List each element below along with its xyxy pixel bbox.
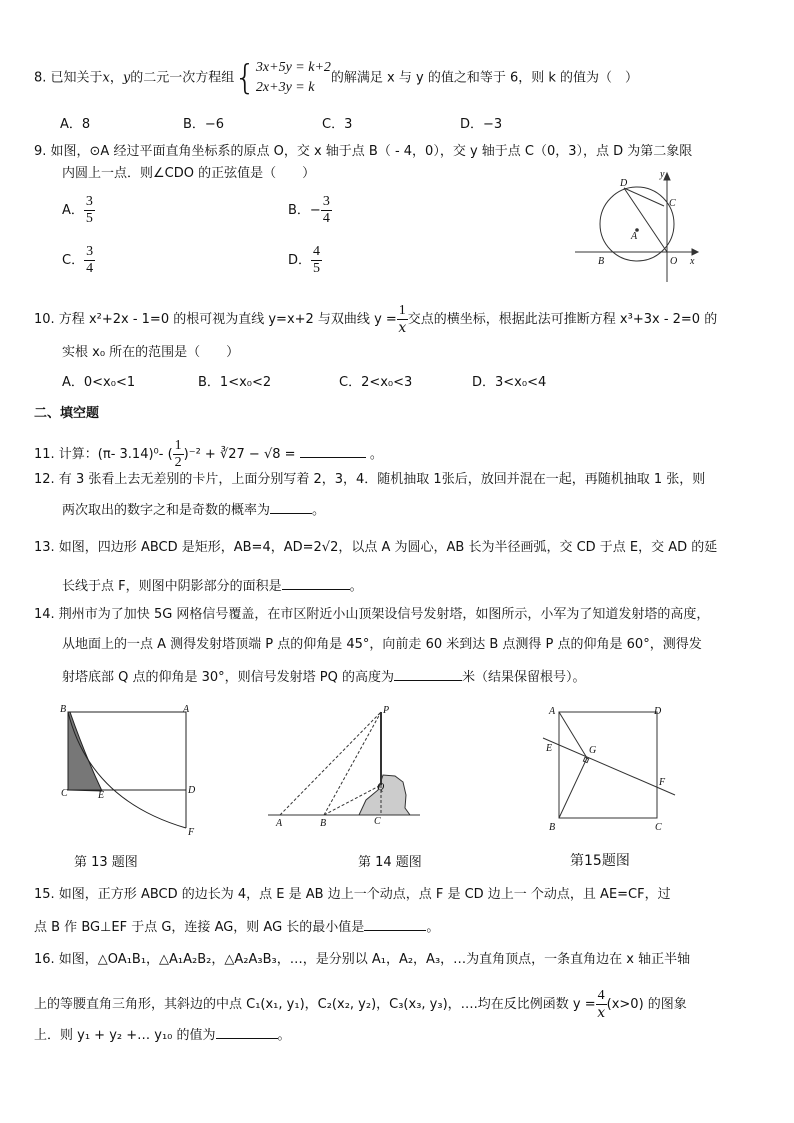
denominator: x: [398, 320, 407, 336]
figure-14: [268, 712, 420, 815]
q10-text-b: 交点的横坐标，根据此法可推断方程 x³+3x - 2=0 的: [407, 312, 718, 327]
f14-label-q: Q: [377, 782, 385, 793]
f13-label-d: D: [188, 785, 196, 796]
segment-bg: [559, 758, 587, 818]
q16-line1: 16. 如图，△OA₁B₁，△A₁A₂B₂，△A₂A₃B₃，…，是分别以 A₁，A₂，A₃，…为直角顶点，一条直角边在 x 轴正半轴: [34, 952, 691, 967]
q16-text-a: 上的等腰直角三角形，其斜边的中点 C₁(x₁, y₁)，C₂(x₂, y₂)，C₃(x₃, y₃)，….均在反比例函数 y =: [34, 997, 596, 1012]
q8-prefix: 8. 已知关于: [34, 70, 103, 86]
q14-line1: 14. 荆州市为了加快 5G 网格信号覆盖，在市区附近小山顶架设信号发射塔，如图所示，小军为了知道发射塔的高度，: [34, 607, 710, 622]
answer-blank[interactable]: [300, 443, 366, 458]
q8-var-x: x: [102, 70, 110, 86]
f14-label-c: C: [374, 816, 381, 827]
denominator: 2: [174, 455, 182, 470]
f13-label-a: A: [183, 704, 190, 715]
f13-label-b: B: [60, 704, 67, 715]
q11-text-a: 11. 计算：(π- 3.14)⁰- (: [34, 447, 173, 462]
label-o: O: [670, 256, 678, 267]
q14-text: 射塔底部 Q 点的仰角是 30°，则信号发射塔 PQ 的高度为: [62, 670, 395, 685]
answer-blank[interactable]: [364, 916, 426, 931]
q14-line2: 从地面上的一点 A 测得发射塔顶端 P 点的仰角是 45°，向前走 60 米到达 B 点测得 P 点的仰角是 60°，测得发: [62, 637, 702, 652]
q13-end: 。: [349, 579, 363, 594]
q16-text: 上．则 y₁ + y₂ +… y₁₀ 的值为: [34, 1028, 216, 1043]
equation-1: 3x+5y = k+2: [255, 60, 331, 75]
f15-label-d: D: [654, 706, 662, 717]
numerator: 4: [313, 244, 321, 259]
numerator: 3: [86, 244, 94, 259]
label-b: B: [598, 256, 605, 267]
brace-icon: {: [234, 58, 256, 98]
caption-13: 第 13 题图: [74, 855, 138, 870]
numerator: 1: [174, 438, 182, 453]
q15-line2: [34, 916, 439, 937]
q14-end: 米（结果保留根号）。: [462, 670, 586, 685]
f15-label-f: F: [659, 777, 666, 788]
section-heading: 二、填空题: [34, 406, 100, 421]
q16-line3: [34, 1024, 291, 1045]
answer-blank[interactable]: [270, 499, 312, 514]
label-a: A: [631, 231, 638, 242]
q10-text-a: 10. 方程 x²+2x - 1=0 的根可视为直线 y=x+2 与双曲线 y =: [34, 312, 397, 327]
fraction: [397, 303, 408, 336]
answer-blank[interactable]: [282, 575, 350, 590]
numerator: 1: [398, 303, 406, 318]
label-y: y: [660, 169, 665, 180]
q12-line2: [62, 499, 325, 520]
f13-label-e: E: [98, 790, 105, 801]
figure-13: [68, 712, 186, 828]
answer-blank[interactable]: [216, 1024, 278, 1039]
denominator: 4: [322, 211, 330, 226]
f13-label-c: C: [61, 788, 68, 799]
fraction: [173, 438, 184, 471]
q10-line1: [34, 303, 717, 336]
caption-14: 第 14 题图: [358, 855, 422, 870]
option-label: B．: [288, 203, 310, 218]
question-11: [34, 438, 383, 471]
numerator: 3: [322, 194, 330, 209]
answer-blank[interactable]: [394, 666, 462, 681]
option-label: D．: [288, 253, 312, 268]
label-c: C: [669, 198, 676, 209]
denominator: 5: [85, 211, 93, 226]
f15-label-c: C: [655, 822, 662, 833]
q15-line1: 15. 如图，正方形 ABCD 的边长为 4，点 E 是 AB 边上一个动点，点 F 是 CD 边上一 个动点，且 AE=CF，过: [34, 887, 671, 902]
q13-line2: [62, 575, 363, 596]
numerator: 3: [85, 194, 93, 209]
option-label: C．: [62, 253, 85, 268]
square-abcd: [559, 712, 657, 818]
q10-option-b: B．1<x₀<2: [198, 375, 272, 390]
q9-line2: 内圆上一点．则∠CDO 的正弦值是（ ）: [62, 166, 316, 181]
q14-line3: [62, 666, 586, 687]
f14-label-a: A: [276, 818, 283, 829]
q11-text-b: )⁻² + ∛27 − √8 =: [183, 447, 296, 462]
shaded-region: [68, 712, 102, 791]
sign: −: [309, 203, 321, 218]
figure-15: [543, 712, 675, 818]
q8-option-d: D．−3: [460, 117, 503, 132]
q10-line2: 实根 x₀ 所在的范围是（ ）: [62, 345, 240, 360]
q8-option-b: B．−6: [183, 117, 225, 132]
q10-option-a: A．0<x₀<1: [62, 375, 136, 390]
numerator: 4: [597, 988, 605, 1003]
q8-mid: 的二元一次方程组: [130, 70, 235, 86]
denominator: 4: [86, 261, 94, 276]
q12-line1: 12. 有 3 张看上去无差别的卡片，上面分别写着 2，3，4．随机抽取 1张后，放回并混在一起，再随机抽取 1 张，则: [34, 472, 706, 487]
q9-line1: 9. 如图，⊙A 经过平面直角坐标系的原点 O，交 x 轴于点 B（ - 4，0），交 y 轴于点 C（0，3），点 D 为第二象限: [34, 144, 693, 159]
f13-label-f: F: [188, 827, 195, 838]
option-label: A．: [62, 203, 84, 218]
q10-option-d: D．3<x₀<4: [472, 375, 547, 390]
q11-end: 。: [369, 447, 383, 462]
f15-label-g: G: [589, 745, 597, 756]
y-axis-arrow-icon: [664, 173, 670, 180]
q8-suffix: 的解满足 x 与 y 的值之和等于 6，则 k 的值为（ ）: [330, 70, 639, 86]
q12-text: 两次取出的数字之和是奇数的概率为: [62, 503, 271, 518]
denominator: 5: [313, 261, 321, 276]
circle-a: [600, 187, 674, 261]
q8-option-c: C．3: [322, 117, 353, 132]
f15-label-e: E: [546, 743, 553, 754]
equation-2: 2x+3y = k: [255, 80, 315, 95]
q13-line1: 13. 如图，四边形 ABCD 是矩形，AB=4，AD=2√2，以点 A 为圆心，AB 长为半径画弧，交 CD 于点 E，交 AD 的延: [34, 540, 718, 555]
fraction: [596, 988, 607, 1021]
f14-label-p: P: [383, 705, 390, 716]
q16-text-b: (x>0) 的图象: [606, 997, 687, 1012]
denominator: x: [597, 1005, 606, 1021]
q10-option-c: C．2<x₀<3: [339, 375, 413, 390]
caption-15: 第15题图: [570, 853, 630, 869]
f15-label-a: A: [549, 706, 556, 717]
q8-var-y: y: [122, 70, 131, 86]
label-x: x: [690, 256, 695, 267]
q15-text: 点 B 作 BG⊥EF 于点 G，连接 AG，则 AG 长的最小值是: [34, 920, 365, 935]
f14-label-b: B: [320, 818, 327, 829]
q15-end: 。: [426, 920, 440, 935]
q13-text: 长线于点 F，则图中阴影部分的面积是: [62, 579, 282, 594]
hill-shape: [359, 775, 410, 815]
line-ef: [543, 738, 675, 795]
f15-label-b: B: [549, 822, 556, 833]
label-d: D: [620, 178, 628, 189]
q12-end: 。: [312, 503, 326, 518]
q16-end: 。: [277, 1028, 291, 1043]
q16-line2: [34, 988, 687, 1021]
q8-comma: ，: [109, 70, 123, 86]
q8-option-a: A．8: [60, 117, 91, 132]
